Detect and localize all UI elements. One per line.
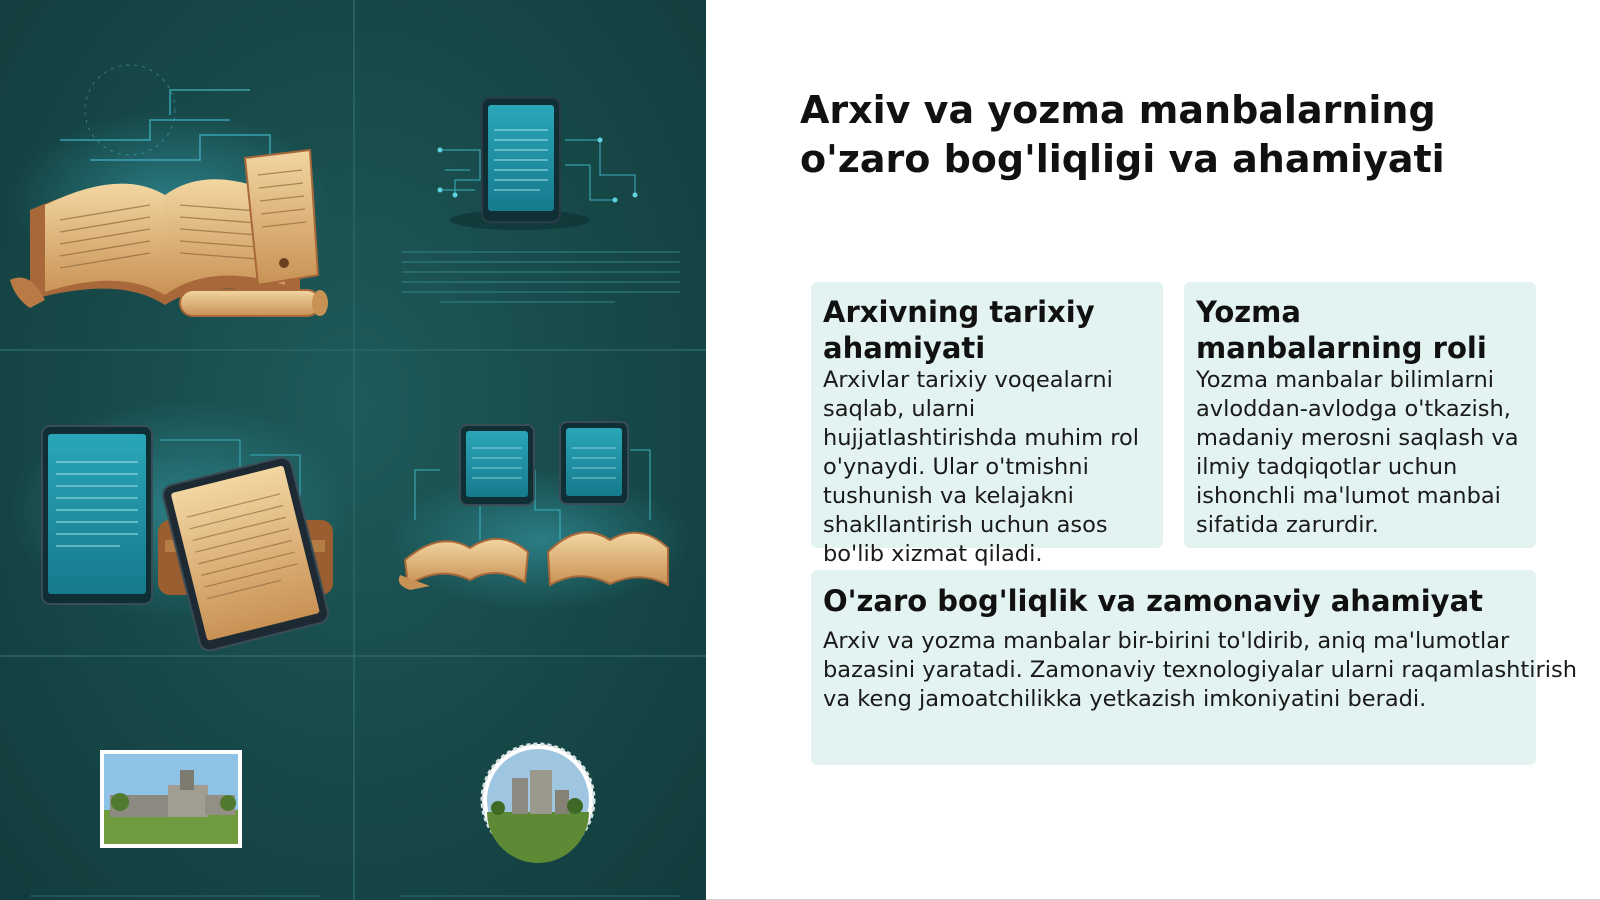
ruins-medallion bbox=[482, 744, 594, 863]
historic-building-photo bbox=[100, 750, 242, 848]
card-body: Arxiv va yozma manbalar bir-birini to'ldirib, aniq ma'lumotlar bazasini yaratadi. Zamonaviy texnologiyalar ularni raqamlashtirish va keng jamoatchilikka yetkazish imkoniyatini beradi. bbox=[823, 628, 1577, 712]
archive-illustration bbox=[0, 0, 706, 900]
card-archive-history bbox=[811, 282, 1163, 567]
card-body: Arxivlar tarixiy voqealarni saqlab, ularni hujjatlashtirishda muhim rol o'ynaydi. Ular o'tmishni tushunish va kelajakni shakllantirish uchun asos bo'lib xizmat qiladi. bbox=[823, 367, 1139, 567]
card-heading: Yozma manbalarning roli bbox=[1196, 295, 1487, 365]
card-heading: O'zaro bog'liqlik va zamonaviy ahamiyat bbox=[823, 584, 1484, 618]
card-heading: Arxivning tarixiy ahamiyati bbox=[823, 295, 1095, 365]
card-interconnection bbox=[811, 570, 1577, 765]
card-written-sources bbox=[1184, 282, 1536, 548]
tablet-reader-icon bbox=[10, 400, 350, 653]
open-book-icon bbox=[10, 65, 330, 316]
card-body: Yozma manbalar bilimlarni avloddan-avlodga o'tkazish, madaniy merosni saqlash va ilmiy tadqiqotlar uchun ishonchli ma'lumot manbai sifatida zarurdir. bbox=[1196, 367, 1519, 538]
tablet-icon bbox=[402, 98, 680, 302]
illustration-panel bbox=[0, 0, 706, 900]
digitized-books-icon bbox=[390, 422, 690, 610]
slide-title: Arxiv va yozma manbalarning o'zaro bog'liqligi va ahamiyati bbox=[800, 88, 1445, 181]
